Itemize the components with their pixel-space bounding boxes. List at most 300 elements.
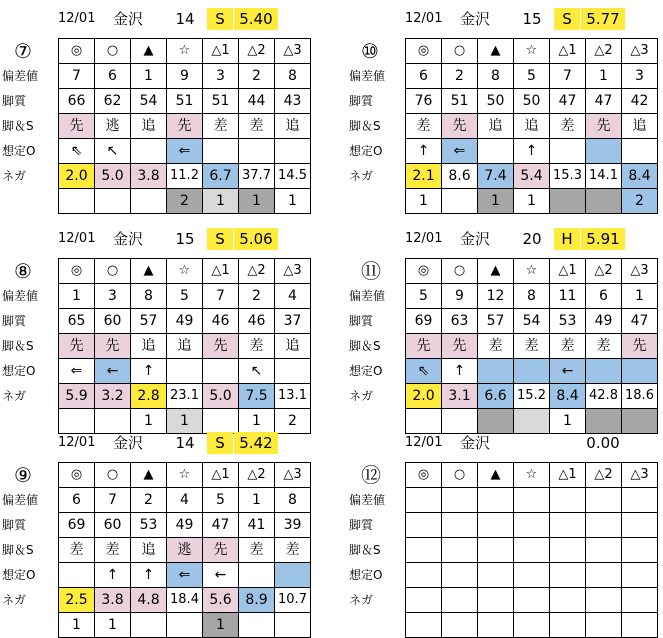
cell: 差	[586, 334, 622, 359]
cell: 先	[59, 334, 95, 359]
mark-row	[59, 463, 311, 488]
cell: 6.7	[203, 164, 239, 189]
pace-badge: H	[554, 228, 580, 250]
cell: 1	[95, 613, 131, 638]
cell	[622, 359, 658, 384]
row-label: 偏差値	[349, 289, 386, 303]
cell	[59, 409, 95, 434]
mark-cell: △1	[203, 39, 239, 64]
mark-cell: ◎	[59, 463, 95, 488]
cell: 7	[59, 64, 95, 89]
cell: 57	[131, 309, 167, 334]
cell: 69	[59, 513, 95, 538]
cell	[622, 538, 658, 563]
cell	[442, 588, 478, 613]
cell: 50	[478, 89, 514, 114]
number-row	[406, 64, 658, 89]
row-label: ネガ	[349, 593, 374, 607]
cell: 62	[95, 89, 131, 114]
cell: 5	[406, 284, 442, 309]
cell: 1	[239, 189, 275, 214]
cell: 5	[514, 64, 550, 89]
mark-cell: △3	[275, 463, 311, 488]
cell	[550, 613, 586, 638]
cell	[514, 488, 550, 513]
cell	[203, 139, 239, 164]
cell	[442, 538, 478, 563]
cell: 6	[586, 284, 622, 309]
cell	[275, 139, 311, 164]
cell: 8	[275, 488, 311, 513]
cell: 差	[239, 334, 275, 359]
negative-row	[406, 189, 658, 214]
mark-cell: ☆	[167, 259, 203, 284]
mark-cell: △2	[239, 39, 275, 64]
mark-cell: △1	[203, 259, 239, 284]
cell: 先	[442, 114, 478, 139]
cell: 11.2	[167, 164, 203, 189]
cell	[586, 139, 622, 164]
expected-odds-row	[406, 384, 658, 409]
cell: 追	[167, 334, 203, 359]
cell: 先	[59, 114, 95, 139]
cell	[478, 409, 514, 434]
row-label: ネガ	[2, 593, 27, 607]
cell	[514, 563, 550, 588]
cell	[586, 513, 622, 538]
row-label: 想定O	[349, 144, 383, 158]
mark-row	[59, 259, 311, 284]
cell: 1	[131, 409, 167, 434]
cell	[550, 588, 586, 613]
cell: 逃	[95, 114, 131, 139]
row-label: 偏差値	[349, 493, 386, 507]
running-style-row	[59, 538, 311, 563]
cell	[406, 488, 442, 513]
cell	[514, 359, 550, 384]
cell: 39	[275, 513, 311, 538]
cell	[550, 488, 586, 513]
row-labels	[0, 64, 60, 189]
cell: 44	[239, 89, 275, 114]
cell: ←	[95, 359, 131, 384]
cell: 先	[406, 334, 442, 359]
cell: 1	[622, 284, 658, 309]
cell: 42	[622, 89, 658, 114]
cell: 5	[167, 284, 203, 309]
cell	[239, 613, 275, 638]
cell: 2	[239, 284, 275, 309]
mark-cell: ◎	[59, 39, 95, 64]
cell: 5.0	[203, 384, 239, 409]
cell: 8.6	[442, 164, 478, 189]
cell	[442, 488, 478, 513]
cell: 23.1	[167, 384, 203, 409]
cell: ⇖	[59, 139, 95, 164]
mark-cell: △2	[239, 463, 275, 488]
race-block	[347, 228, 654, 433]
mark-cell: ▲	[131, 463, 167, 488]
cell: 76	[406, 89, 442, 114]
cell: 6	[59, 488, 95, 513]
cell: 53	[131, 513, 167, 538]
cell: 差	[203, 114, 239, 139]
cell: ⇐	[59, 359, 95, 384]
cell	[442, 409, 478, 434]
race-venue: 金沢	[112, 10, 143, 28]
cell	[275, 613, 311, 638]
running-style-row	[59, 114, 311, 139]
mark-cell: ◎	[59, 259, 95, 284]
race-venue: 金沢	[112, 230, 143, 248]
cell	[275, 563, 311, 588]
cell: 53	[550, 309, 586, 334]
cell: 7.4	[478, 164, 514, 189]
mark-cell: △3	[275, 39, 311, 64]
mark-cell: ○	[95, 39, 131, 64]
row-label: ネガ	[349, 389, 374, 403]
race-number: ⑧	[14, 259, 32, 283]
cell: 差	[95, 538, 131, 563]
cell: ↖	[95, 139, 131, 164]
cell: 追	[131, 114, 167, 139]
cell: 4.8	[131, 588, 167, 613]
cell	[275, 359, 311, 384]
cell: 7	[95, 488, 131, 513]
race-date: 12/01	[405, 11, 443, 26]
race-venue: 金沢	[112, 434, 143, 452]
race-block	[347, 432, 647, 637]
cell: 1	[203, 189, 239, 214]
number-row	[59, 64, 311, 89]
race-venue: 金沢	[459, 434, 490, 452]
cell	[478, 563, 514, 588]
runner-count: 15	[522, 10, 542, 28]
cell: ⇐	[167, 563, 203, 588]
deviation-row	[406, 309, 658, 334]
cell	[622, 409, 658, 434]
row-label: 脚質	[2, 94, 27, 108]
cell	[442, 563, 478, 588]
row-label: 想定O	[2, 568, 36, 582]
cell: 37.7	[239, 164, 275, 189]
mark-cell: ▲	[131, 259, 167, 284]
cell: 差	[239, 114, 275, 139]
cell: ↑	[131, 359, 167, 384]
cell: 1	[275, 189, 311, 214]
cell	[586, 613, 622, 638]
pace-badge: S	[207, 432, 233, 454]
pace-score: 5.06	[234, 228, 278, 250]
cell: 12	[478, 284, 514, 309]
cell	[622, 563, 658, 588]
legs-speed-row	[59, 563, 311, 588]
cell: 1	[59, 284, 95, 309]
cell	[622, 488, 658, 513]
cell: 差	[478, 334, 514, 359]
cell: ←	[550, 359, 586, 384]
cell: 15.2	[514, 384, 550, 409]
cell: 先	[622, 334, 658, 359]
cell	[442, 189, 478, 214]
expected-odds-row	[406, 588, 658, 613]
cell	[514, 513, 550, 538]
row-label: 偏差値	[349, 69, 386, 83]
cell: 5.9	[59, 384, 95, 409]
mark-cell: ▲	[131, 39, 167, 64]
cell	[442, 613, 478, 638]
row-labels	[0, 284, 60, 409]
legs-speed-row	[59, 139, 311, 164]
race-table	[58, 38, 311, 214]
race-number: ⑨	[14, 463, 32, 487]
mark-cell: ☆	[167, 463, 203, 488]
cell	[59, 563, 95, 588]
cell: 7.5	[239, 384, 275, 409]
mark-cell: △1	[550, 39, 586, 64]
mark-cell: ○	[442, 259, 478, 284]
cell	[203, 409, 239, 434]
cell: 3.1	[442, 384, 478, 409]
race-table	[58, 462, 311, 638]
mark-cell: ○	[95, 259, 131, 284]
cell: 8	[478, 64, 514, 89]
cell	[550, 538, 586, 563]
legs-speed-row	[59, 359, 311, 384]
cell: 差	[550, 334, 586, 359]
running-style-row	[406, 334, 658, 359]
negative-row	[59, 613, 311, 638]
cell	[203, 359, 239, 384]
pace-badge: S	[207, 228, 233, 250]
cell: 7	[550, 64, 586, 89]
cell: 差	[406, 114, 442, 139]
cell: 11	[550, 284, 586, 309]
cell: 63	[442, 309, 478, 334]
race-table	[58, 258, 311, 434]
mark-cell: △3	[622, 259, 658, 284]
cell: 5.6	[203, 588, 239, 613]
deviation-row	[406, 513, 658, 538]
cell: 追	[275, 334, 311, 359]
cell: 2	[131, 488, 167, 513]
pace-score: 5.42	[234, 432, 278, 454]
cell	[622, 139, 658, 164]
running-style-row	[59, 334, 311, 359]
cell: 先	[442, 334, 478, 359]
cell: 37	[275, 309, 311, 334]
cell: 2	[622, 189, 658, 214]
cell: 先	[586, 114, 622, 139]
cell: 42.8	[586, 384, 622, 409]
cell: 1	[514, 189, 550, 214]
cell: 46	[239, 309, 275, 334]
cell: 3.2	[95, 384, 131, 409]
cell	[478, 139, 514, 164]
legs-speed-row	[406, 359, 658, 384]
mark-cell: ☆	[167, 39, 203, 64]
race-venue: 金沢	[459, 230, 490, 248]
race-date: 12/01	[405, 231, 443, 246]
mark-cell: △1	[550, 463, 586, 488]
mark-row	[59, 39, 311, 64]
cell: 追	[514, 114, 550, 139]
row-label: 脚＆S	[349, 543, 381, 557]
race-number: ⑪	[361, 259, 381, 283]
mark-cell: ▲	[478, 39, 514, 64]
cell: 3	[622, 64, 658, 89]
cell: 51	[203, 89, 239, 114]
cell	[586, 538, 622, 563]
row-label: ネガ	[2, 389, 27, 403]
cell	[95, 409, 131, 434]
cell: ↑	[406, 139, 442, 164]
expected-odds-row	[59, 164, 311, 189]
mark-cell: △2	[586, 463, 622, 488]
mark-cell: △3	[275, 259, 311, 284]
cell: 9	[442, 284, 478, 309]
cell	[478, 613, 514, 638]
cell: 1	[406, 189, 442, 214]
cell	[95, 189, 131, 214]
cell: 1	[131, 64, 167, 89]
race-date: 12/01	[58, 231, 96, 246]
cell: 47	[622, 309, 658, 334]
race-table	[405, 258, 658, 434]
cell: 2	[442, 64, 478, 89]
cell: 51	[442, 89, 478, 114]
cell: 8.4	[622, 164, 658, 189]
cell: 3	[203, 64, 239, 89]
race-block	[347, 8, 651, 213]
cell: 18.6	[622, 384, 658, 409]
row-label: 想定O	[349, 364, 383, 378]
row-label: 脚質	[349, 314, 374, 328]
legs-speed-row	[406, 563, 658, 588]
pace-score: 5.40	[234, 8, 278, 30]
cell: 46	[203, 309, 239, 334]
cell: 6	[406, 64, 442, 89]
cell: 43	[275, 89, 311, 114]
cell: 1	[239, 409, 275, 434]
cell: ↑	[442, 359, 478, 384]
expected-odds-row	[406, 164, 658, 189]
cell: 3.8	[95, 588, 131, 613]
cell: 2.1	[406, 164, 442, 189]
cell: 1	[239, 488, 275, 513]
mark-cell: △2	[239, 259, 275, 284]
cell	[550, 189, 586, 214]
cell: 47	[203, 513, 239, 538]
cell	[167, 613, 203, 638]
cell: 60	[95, 513, 131, 538]
cell: 9	[167, 64, 203, 89]
cell: ↑	[514, 139, 550, 164]
mark-cell: ▲	[478, 463, 514, 488]
mark-cell: △1	[203, 463, 239, 488]
row-label: 脚質	[349, 518, 374, 532]
mark-row	[406, 259, 658, 284]
row-label: 脚＆S	[349, 339, 381, 353]
cell: 5	[203, 488, 239, 513]
mark-cell: ◎	[406, 39, 442, 64]
cell	[239, 139, 275, 164]
pace-badge: S	[554, 8, 580, 30]
cell	[406, 513, 442, 538]
cell	[478, 488, 514, 513]
cell: 8.4	[550, 384, 586, 409]
race-number: ⑫	[361, 463, 381, 487]
pace-score: 5.91	[581, 228, 625, 250]
cell	[586, 189, 622, 214]
mark-cell: ☆	[514, 463, 550, 488]
cell: 差	[239, 538, 275, 563]
race-block	[0, 228, 307, 433]
cell: 2.8	[131, 384, 167, 409]
cell	[550, 513, 586, 538]
running-style-row	[406, 114, 658, 139]
cell: 54	[131, 89, 167, 114]
cell: 15.3	[550, 164, 586, 189]
cell: 10.7	[275, 588, 311, 613]
runner-count: 20	[522, 230, 542, 248]
cell	[622, 613, 658, 638]
cell	[478, 588, 514, 613]
cell: 4	[167, 488, 203, 513]
cell: 6	[95, 64, 131, 89]
cell: 2.0	[406, 384, 442, 409]
deviation-row	[59, 89, 311, 114]
runner-count	[512, 432, 552, 454]
cell: 54	[514, 309, 550, 334]
runner-count: 14	[175, 10, 195, 28]
cell	[586, 409, 622, 434]
deviation-row	[59, 309, 311, 334]
cell: 1	[167, 409, 203, 434]
row-label: 偏差値	[2, 289, 39, 303]
cell: 13.1	[275, 384, 311, 409]
pace-badge: S	[207, 8, 233, 30]
cell: 先	[203, 538, 239, 563]
cell: 追	[478, 114, 514, 139]
cell	[406, 563, 442, 588]
cell	[586, 488, 622, 513]
race-venue: 金沢	[459, 10, 490, 28]
row-labels	[347, 284, 407, 409]
cell: 7	[203, 284, 239, 309]
race-date: 12/01	[58, 435, 96, 450]
number-row	[59, 284, 311, 309]
expected-odds-row	[59, 384, 311, 409]
number-row	[406, 488, 658, 513]
row-label: 脚質	[2, 518, 27, 532]
mark-cell: ◎	[406, 259, 442, 284]
cell	[622, 588, 658, 613]
cell: 49	[167, 309, 203, 334]
cell: ↖	[239, 359, 275, 384]
cell: 3	[95, 284, 131, 309]
race-table	[405, 462, 658, 638]
mark-row	[406, 39, 658, 64]
expected-odds-row	[59, 588, 311, 613]
cell	[131, 189, 167, 214]
cell: 追	[275, 114, 311, 139]
legs-speed-row	[406, 139, 658, 164]
cell	[131, 613, 167, 638]
race-number: ⑦	[14, 39, 32, 63]
cell: 60	[95, 309, 131, 334]
cell: 50	[514, 89, 550, 114]
